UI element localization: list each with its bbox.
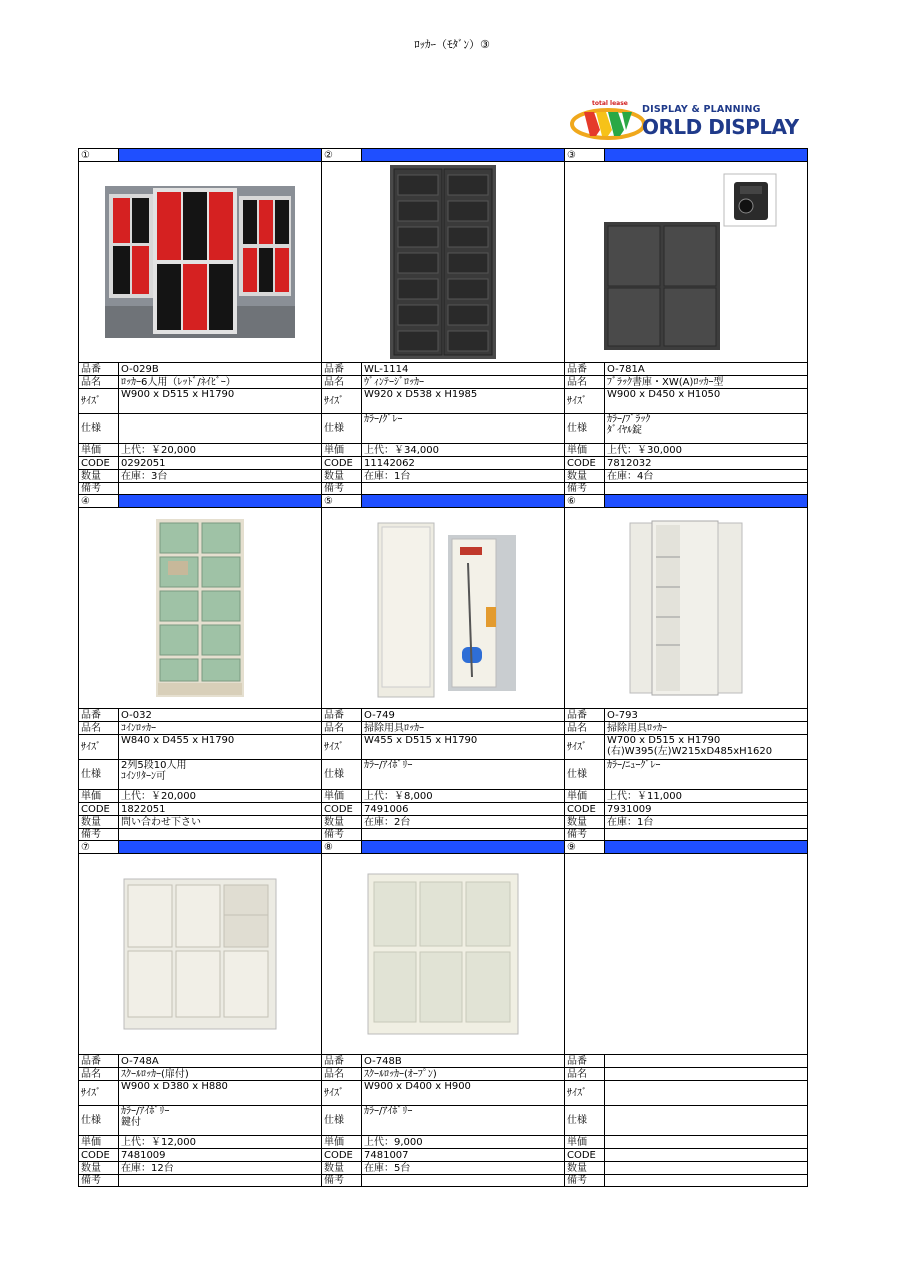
label-tanka: 単価 [565, 444, 605, 457]
label-bikou: 備考 [322, 829, 362, 841]
red-navy-locker-image [105, 186, 295, 338]
product-image-cell [565, 508, 808, 709]
spec-line1: ｶﾗｰ/ｱｲﾎﾞﾘｰ [364, 760, 413, 771]
value-size [605, 1081, 808, 1106]
label-bikou: 備考 [322, 1175, 362, 1187]
label-size: ｻｲｽﾞ [565, 1081, 605, 1106]
label-hinmei: 品名 [79, 722, 119, 735]
value-hinmei: ﾌﾞﾗｯｸ書庫・XW(A)ﾛｯｶｰ型 [605, 376, 808, 389]
spec-line1: ｶﾗｰ/ﾆｭｰｸﾞﾚｰ [607, 760, 661, 771]
product-image-cell [322, 162, 565, 363]
header-bar [605, 841, 808, 854]
value-price: 上代：￥20,000 [119, 444, 322, 457]
value-spec [362, 1106, 565, 1136]
label-hinmei: 品名 [322, 1068, 362, 1081]
label-code: CODE [565, 803, 605, 816]
value-price: 上代：9,000 [362, 1136, 565, 1149]
label-code: CODE [79, 1149, 119, 1162]
value-qty: 問い合わせ下さい [119, 816, 322, 829]
label-shiyou: 仕様 [565, 1106, 605, 1136]
logo-line2: ORLD DISPLAY [642, 115, 799, 139]
label-hinban: 品番 [79, 709, 119, 722]
product-grid [78, 148, 808, 1187]
value-note [605, 1175, 808, 1187]
label-suuryou: 数量 [565, 470, 605, 483]
label-hinmei: 品名 [565, 722, 605, 735]
value-spec [119, 414, 322, 444]
label-hinmei: 品名 [565, 1068, 605, 1081]
label-size: ｻｲｽﾞ [79, 389, 119, 414]
cleaning-locker-image [368, 517, 518, 699]
value-hinban: O-749 [362, 709, 565, 722]
value-size [605, 735, 808, 760]
value-code: 1822051 [119, 803, 322, 816]
product-image-cell [79, 854, 322, 1055]
label-suuryou: 数量 [565, 1162, 605, 1175]
value-size: W900 x D515 x H1790 [119, 389, 322, 414]
spec-line1: ｶﾗｰ/ﾌﾞﾗｯｸ [607, 414, 651, 425]
value-qty: 在庫：12台 [119, 1162, 322, 1175]
spec-line1: 2列5段10人用 [121, 760, 187, 771]
label-tanka: 単価 [79, 444, 119, 457]
label-code: CODE [79, 457, 119, 470]
item-number: ⑧ [322, 841, 362, 854]
value-spec [119, 760, 322, 790]
value-hinmei: ｳﾞｨﾝﾃｰｼﾞﾛｯｶｰ [362, 376, 565, 389]
header-bar [605, 149, 808, 162]
value-note [605, 829, 808, 841]
page-title: ﾛｯｶｰ（ﾓﾀﾞﾝ）③ [414, 38, 490, 51]
header-bar [605, 495, 808, 508]
label-bikou: 備考 [565, 483, 605, 495]
label-suuryou: 数量 [322, 1162, 362, 1175]
product-image-cell [565, 854, 808, 1055]
spec-line2: ｺｲﾝﾘﾀｰﾝ可 [121, 771, 166, 782]
label-hinmei: 品名 [322, 376, 362, 389]
label-hinban: 品番 [322, 1055, 362, 1068]
label-hinban: 品番 [322, 709, 362, 722]
value-hinban: O-748B [362, 1055, 565, 1068]
label-tanka: 単価 [79, 1136, 119, 1149]
label-shiyou: 仕様 [322, 1106, 362, 1136]
value-code: 11142062 [362, 457, 565, 470]
header-bar [119, 495, 322, 508]
label-shiyou: 仕様 [79, 414, 119, 444]
value-hinmei: 掃除用具ﾛｯｶｰ [362, 722, 565, 735]
label-hinban: 品番 [565, 1055, 605, 1068]
value-hinban: O-032 [119, 709, 322, 722]
value-note [362, 483, 565, 495]
value-size: W455 x D515 x H1790 [362, 735, 565, 760]
header-bar [362, 149, 565, 162]
label-shiyou: 仕様 [322, 414, 362, 444]
item-number: ⑨ [565, 841, 605, 854]
label-shiyou: 仕様 [79, 1106, 119, 1136]
label-code: CODE [322, 803, 362, 816]
label-bikou: 備考 [79, 1175, 119, 1187]
label-tanka: 単価 [322, 790, 362, 803]
value-price: 上代：￥8,000 [362, 790, 565, 803]
school-locker-open-image [364, 872, 522, 1036]
school-locker-door-image [120, 877, 280, 1031]
value-price [605, 1136, 808, 1149]
spec-line1: ｶﾗｰ/ｸﾞﾚｰ [364, 414, 403, 425]
spec-line1: ｶﾗｰ/ｱｲﾎﾞﾘｰ [364, 1106, 413, 1117]
world-display-logo [570, 100, 806, 142]
logo-line1: DISPLAY & PLANNING [642, 104, 761, 115]
value-hinmei: ﾛｯｶｰ6人用（ﾚｯﾄﾞ/ﾈｲﾋﾞｰ） [119, 376, 322, 389]
label-bikou: 備考 [79, 483, 119, 495]
value-code [605, 1149, 808, 1162]
value-qty: 在庫：2台 [362, 816, 565, 829]
value-qty [605, 1162, 808, 1175]
label-code: CODE [322, 1149, 362, 1162]
label-tanka: 単価 [322, 444, 362, 457]
item-number: ⑦ [79, 841, 119, 854]
size-line1: W700 x D515 x H1790 [607, 735, 721, 746]
value-size: W900 x D450 x H1050 [605, 389, 808, 414]
value-code: 7491006 [362, 803, 565, 816]
size-line2: (右)W395(左)W215xD485xH1620 [607, 746, 773, 757]
product-image-cell [79, 508, 322, 709]
value-size: W900 x D380 x H880 [119, 1081, 322, 1106]
value-qty: 在庫：1台 [362, 470, 565, 483]
label-hinban: 品番 [79, 1055, 119, 1068]
label-suuryou: 数量 [322, 470, 362, 483]
label-hinmei: 品名 [79, 376, 119, 389]
value-spec [119, 1106, 322, 1136]
value-qty: 在庫：3台 [119, 470, 322, 483]
value-spec [605, 1106, 808, 1136]
label-size: ｻｲｽﾞ [79, 735, 119, 760]
label-code: CODE [565, 457, 605, 470]
value-hinban: O-793 [605, 709, 808, 722]
value-qty: 在庫：1台 [605, 816, 808, 829]
label-suuryou: 数量 [79, 816, 119, 829]
cleaning-locker-open-image [626, 517, 746, 699]
w-logo-icon [570, 104, 646, 140]
label-bikou: 備考 [565, 829, 605, 841]
value-hinban [605, 1055, 808, 1068]
label-bikou: 備考 [565, 1175, 605, 1187]
value-price: 上代：￥34,000 [362, 444, 565, 457]
label-code: CODE [565, 1149, 605, 1162]
value-hinban: O-748A [119, 1055, 322, 1068]
value-code: 7481007 [362, 1149, 565, 1162]
label-hinmei: 品名 [322, 722, 362, 735]
value-hinban: WL-1114 [362, 363, 565, 376]
item-number: ① [79, 149, 119, 162]
value-hinmei: 掃除用具ﾛｯｶｰ [605, 722, 808, 735]
item-number: ③ [565, 149, 605, 162]
header-bar [119, 149, 322, 162]
product-image-cell [322, 854, 565, 1055]
vintage-locker-image [390, 165, 496, 359]
value-spec [362, 414, 565, 444]
product-image-cell [322, 508, 565, 709]
value-price: 上代：￥30,000 [605, 444, 808, 457]
label-size: ｻｲｽﾞ [565, 389, 605, 414]
value-hinban: O-029B [119, 363, 322, 376]
value-note [605, 483, 808, 495]
header-bar [362, 841, 565, 854]
value-size: W900 x D400 x H900 [362, 1081, 565, 1106]
value-hinban: O-781A [605, 363, 808, 376]
value-qty: 在庫：5台 [362, 1162, 565, 1175]
label-hinban: 品番 [79, 363, 119, 376]
value-size: W920 x D538 x H1985 [362, 389, 565, 414]
value-size: W840 x D455 x H1790 [119, 735, 322, 760]
label-code: CODE [322, 457, 362, 470]
value-hinmei: ｺｲﾝﾛｯｶｰ [119, 722, 322, 735]
item-number: ⑥ [565, 495, 605, 508]
label-hinban: 品番 [565, 709, 605, 722]
value-hinmei [605, 1068, 808, 1081]
spec-line2: 鍵付 [121, 1117, 141, 1128]
label-tanka: 単価 [565, 1136, 605, 1149]
label-tanka: 単価 [322, 1136, 362, 1149]
value-code: 7931009 [605, 803, 808, 816]
logo-tagline: total lease [592, 100, 628, 107]
label-shiyou: 仕様 [79, 760, 119, 790]
label-shiyou: 仕様 [565, 760, 605, 790]
label-shiyou: 仕様 [322, 760, 362, 790]
label-suuryou: 数量 [79, 470, 119, 483]
item-number: ④ [79, 495, 119, 508]
label-size: ｻｲｽﾞ [79, 1081, 119, 1106]
label-size: ｻｲｽﾞ [322, 389, 362, 414]
product-image-cell [565, 162, 808, 363]
value-note [362, 829, 565, 841]
label-tanka: 単価 [79, 790, 119, 803]
label-hinmei: 品名 [79, 1068, 119, 1081]
item-number: ⑤ [322, 495, 362, 508]
label-suuryou: 数量 [322, 816, 362, 829]
value-price: 上代：￥12,000 [119, 1136, 322, 1149]
header-bar [119, 841, 322, 854]
label-size: ｻｲｽﾞ [322, 1081, 362, 1106]
label-hinban: 品番 [565, 363, 605, 376]
value-spec [605, 760, 808, 790]
value-note [119, 483, 322, 495]
label-hinban: 品番 [322, 363, 362, 376]
spec-line1: ｶﾗｰ/ｱｲﾎﾞﾘｰ [121, 1106, 170, 1117]
label-size: ｻｲｽﾞ [322, 735, 362, 760]
value-code: 0292051 [119, 457, 322, 470]
label-tanka: 単価 [565, 790, 605, 803]
value-code: 7812032 [605, 457, 808, 470]
value-hinmei: ｽｸｰﾙﾛｯｶｰ(扉付) [119, 1068, 322, 1081]
label-shiyou: 仕様 [565, 414, 605, 444]
value-note [119, 1175, 322, 1187]
product-image-cell [79, 162, 322, 363]
value-price: 上代：￥20,000 [119, 790, 322, 803]
black-locker-image [594, 172, 778, 352]
label-bikou: 備考 [322, 483, 362, 495]
label-hinmei: 品名 [565, 376, 605, 389]
value-note [119, 829, 322, 841]
item-number: ② [322, 149, 362, 162]
label-code: CODE [79, 803, 119, 816]
label-bikou: 備考 [79, 829, 119, 841]
coin-locker-image [154, 517, 246, 699]
value-price: 上代：￥11,000 [605, 790, 808, 803]
value-code: 7481009 [119, 1149, 322, 1162]
value-spec [362, 760, 565, 790]
label-suuryou: 数量 [565, 816, 605, 829]
spec-line2: ﾀﾞｲﾔﾙ錠 [607, 425, 642, 436]
value-spec [605, 414, 808, 444]
value-hinmei: ｽｸｰﾙﾛｯｶｰ(ｵｰﾌﾟﾝ) [362, 1068, 565, 1081]
value-qty: 在庫：4台 [605, 470, 808, 483]
value-note [362, 1175, 565, 1187]
header-bar [362, 495, 565, 508]
label-size: ｻｲｽﾞ [565, 735, 605, 760]
label-suuryou: 数量 [79, 1162, 119, 1175]
